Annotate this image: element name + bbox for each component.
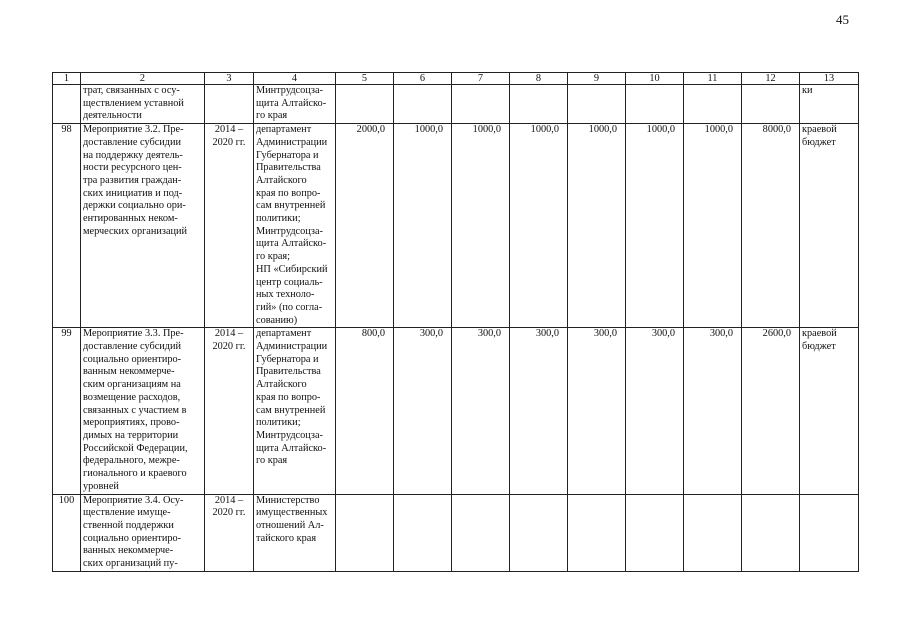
amount-total (742, 85, 800, 124)
amount-col-7: 1000,0 (452, 124, 510, 328)
column-header: 6 (394, 73, 452, 85)
amount-col-10 (626, 85, 684, 124)
amount-col-6 (394, 85, 452, 124)
measure-executor: Минтрудсоцза- щита Алтайско- го края (254, 85, 336, 124)
column-header: 3 (205, 73, 254, 85)
column-header: 2 (81, 73, 205, 85)
amount-col-5: 800,0 (336, 328, 394, 494)
measure-name: Мероприятие 3.2. Пре- доставление субсидии на поддержку деятель- ности ресурсного цен- тра развития граждан- ских инициатив и под- держки социально ори- ентированных неком- мерческих организаций (81, 124, 205, 328)
amount-col-11 (684, 494, 742, 571)
row-number: 98 (53, 124, 81, 328)
amount-col-9: 300,0 (568, 328, 626, 494)
measure-executor: департамент Администрации Губернатора и Правительства Алтайского края по вопро- сам внутренней политики; Минтрудсоцза- щита Алтайско- го края; НП «Сибирский центр социаль- ных техноло- гий» (по согла- сованию) (254, 124, 336, 328)
column-header: 9 (568, 73, 626, 85)
amount-col-9 (568, 85, 626, 124)
column-header: 4 (254, 73, 336, 85)
measure-name: Мероприятие 3.3. Пре- доставление субсидий социально ориентиро- ванным некоммерче- ским организациям на возмещение расходов, связанных с участием в мероприятиях, прово- димых на территории Российской Федерации, федерального, межре- гионального и краевого уровней (81, 328, 205, 494)
amount-col-11 (684, 85, 742, 124)
amount-col-6 (394, 494, 452, 571)
measure-term (205, 85, 254, 124)
page-number: 45 (836, 12, 849, 27)
column-header: 1 (53, 73, 81, 85)
amount-col-6: 1000,0 (394, 124, 452, 328)
column-number-row (53, 73, 859, 85)
amount-total (742, 494, 800, 571)
measure-executor: Министерство имущественных отношений Ал- тайского края (254, 494, 336, 571)
measure-term: 2014 – 2020 гг. (205, 328, 254, 494)
measures-table (52, 72, 859, 572)
measure-term: 2014 – 2020 гг. (205, 494, 254, 571)
amount-col-7: 300,0 (452, 328, 510, 494)
column-header: 5 (336, 73, 394, 85)
amount-col-10: 300,0 (626, 328, 684, 494)
measure-name: Мероприятие 3.4. Осу- ществление имуще- ственной поддержки социально ориентиро- ванных некоммерче- ских организаций пу- (81, 494, 205, 571)
amount-col-8 (510, 85, 568, 124)
amount-col-9: 1000,0 (568, 124, 626, 328)
amount-col-5 (336, 85, 394, 124)
row-number (53, 85, 81, 124)
table-row (53, 85, 859, 124)
column-header: 10 (626, 73, 684, 85)
column-header: 13 (800, 73, 859, 85)
column-header: 12 (742, 73, 800, 85)
amount-col-6: 300,0 (394, 328, 452, 494)
funding-source (800, 494, 859, 571)
table-row (53, 328, 859, 494)
table-row (53, 494, 859, 571)
amount-col-11: 300,0 (684, 328, 742, 494)
column-header: 11 (684, 73, 742, 85)
amount-total: 8000,0 (742, 124, 800, 328)
amount-col-9 (568, 494, 626, 571)
funding-source: краевой бюджет (800, 328, 859, 494)
funding-source: краевой бюджет (800, 124, 859, 328)
amount-col-10 (626, 494, 684, 571)
amount-col-7 (452, 494, 510, 571)
row-number: 99 (53, 328, 81, 494)
amount-col-8 (510, 494, 568, 571)
amount-col-8: 300,0 (510, 328, 568, 494)
amount-col-5: 2000,0 (336, 124, 394, 328)
funding-source: ки (800, 85, 859, 124)
measure-name: трат, связанных с осу- ществлением уставной деятельности (81, 85, 205, 124)
amount-total: 2600,0 (742, 328, 800, 494)
amount-col-5 (336, 494, 394, 571)
row-number: 100 (53, 494, 81, 571)
column-header: 8 (510, 73, 568, 85)
amount-col-11: 1000,0 (684, 124, 742, 328)
column-header: 7 (452, 73, 510, 85)
measure-executor: департамент Администрации Губернатора и Правительства Алтайского края по вопро- сам внутренней политики; Минтрудсоцза- щита Алтайско- го края (254, 328, 336, 494)
measure-term: 2014 – 2020 гг. (205, 124, 254, 328)
amount-col-8: 1000,0 (510, 124, 568, 328)
amount-col-10: 1000,0 (626, 124, 684, 328)
table-row (53, 124, 859, 328)
amount-col-7 (452, 85, 510, 124)
